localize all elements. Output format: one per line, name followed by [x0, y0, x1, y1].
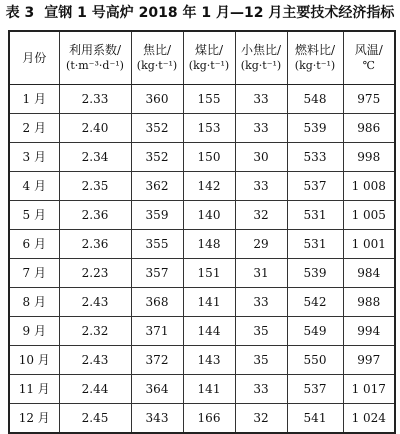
table-row	[9, 230, 395, 259]
blast-temp-cell: 1 024	[343, 404, 395, 434]
coke-ratio-cell: 362	[131, 172, 183, 201]
header-unit: (kg·t⁻¹)	[294, 59, 336, 72]
nut-coke-cell: 33	[235, 172, 287, 201]
fuel-ratio-cell: 550	[287, 346, 343, 375]
month-cell: 10 月	[9, 346, 59, 375]
header-label: 焦比/	[142, 43, 172, 57]
nut-coke-cell: 30	[235, 143, 287, 172]
header-label: 风温/	[354, 43, 383, 57]
nut-coke-cell: 33	[235, 288, 287, 317]
fuel-ratio-cell: 541	[287, 404, 343, 434]
coke-ratio-cell: 371	[131, 317, 183, 346]
coal-ratio-cell: 148	[183, 230, 235, 259]
utilization-cell: 2.35	[59, 172, 131, 201]
blast-temp-cell: 986	[343, 114, 395, 143]
month-cell: 4 月	[9, 172, 59, 201]
header-nut-coke-ratio	[235, 31, 287, 85]
month-cell: 2 月	[9, 114, 59, 143]
table-body	[9, 85, 395, 434]
header-unit: (kg·t⁻¹)	[240, 59, 282, 72]
nut-coke-cell: 31	[235, 259, 287, 288]
nut-coke-cell: 33	[235, 85, 287, 114]
header-label: 利用系数/	[68, 43, 122, 57]
fuel-ratio-cell: 537	[287, 375, 343, 404]
utilization-cell: 2.43	[59, 288, 131, 317]
nut-coke-cell: 33	[235, 114, 287, 143]
blast-temp-cell: 988	[343, 288, 395, 317]
coal-ratio-cell: 141	[183, 288, 235, 317]
header-row	[9, 31, 395, 85]
coke-ratio-cell: 343	[131, 404, 183, 434]
nut-coke-cell: 29	[235, 230, 287, 259]
table-caption	[0, 2, 400, 24]
table-row	[9, 114, 395, 143]
blast-temp-cell: 997	[343, 346, 395, 375]
table-row	[9, 375, 395, 404]
blast-temp-cell: 1 008	[343, 172, 395, 201]
coal-ratio-cell: 141	[183, 375, 235, 404]
blast-temp-cell: 1 005	[343, 201, 395, 230]
fuel-ratio-cell: 537	[287, 172, 343, 201]
nut-coke-cell: 32	[235, 201, 287, 230]
coal-ratio-cell: 151	[183, 259, 235, 288]
header-unit: ℃	[362, 59, 375, 72]
fuel-ratio-cell: 533	[287, 143, 343, 172]
header-fuel-ratio	[287, 31, 343, 85]
nut-coke-cell: 32	[235, 404, 287, 434]
fuel-ratio-cell: 548	[287, 85, 343, 114]
utilization-cell: 2.36	[59, 230, 131, 259]
utilization-cell: 2.43	[59, 346, 131, 375]
coke-ratio-cell: 352	[131, 143, 183, 172]
table-number: 表 3	[5, 5, 35, 21]
fuel-ratio-cell: 531	[287, 201, 343, 230]
table-row	[9, 259, 395, 288]
coal-ratio-cell: 155	[183, 85, 235, 114]
header-unit: (kg·t⁻¹)	[188, 59, 230, 72]
utilization-cell: 2.33	[59, 85, 131, 114]
header-unit: (t·m⁻³·d⁻¹)	[66, 59, 124, 72]
coal-ratio-cell: 166	[183, 404, 235, 434]
coal-ratio-cell: 150	[183, 143, 235, 172]
header-month	[9, 31, 59, 85]
coal-ratio-cell: 142	[183, 172, 235, 201]
coal-ratio-cell: 143	[183, 346, 235, 375]
header-utilization-coefficient	[59, 31, 131, 85]
fuel-ratio-cell: 539	[287, 259, 343, 288]
blast-temp-cell: 998	[343, 143, 395, 172]
utilization-cell: 2.44	[59, 375, 131, 404]
coal-ratio-cell: 144	[183, 317, 235, 346]
utilization-cell: 2.36	[59, 201, 131, 230]
blast-temp-cell: 994	[343, 317, 395, 346]
utilization-cell: 2.32	[59, 317, 131, 346]
nut-coke-cell: 35	[235, 317, 287, 346]
indicator-table	[8, 30, 396, 434]
blast-temp-cell: 984	[343, 259, 395, 288]
table-row	[9, 172, 395, 201]
coke-ratio-cell: 364	[131, 375, 183, 404]
nut-coke-cell: 35	[235, 346, 287, 375]
month-cell: 8 月	[9, 288, 59, 317]
coke-ratio-cell: 372	[131, 346, 183, 375]
fuel-ratio-cell: 549	[287, 317, 343, 346]
coke-ratio-cell: 360	[131, 85, 183, 114]
coke-ratio-cell: 352	[131, 114, 183, 143]
month-cell: 6 月	[9, 230, 59, 259]
month-cell: 3 月	[9, 143, 59, 172]
coke-ratio-cell: 357	[131, 259, 183, 288]
header-label: 燃料比/	[294, 43, 336, 57]
blast-temp-cell: 975	[343, 85, 395, 114]
month-cell: 7 月	[9, 259, 59, 288]
table-row	[9, 346, 395, 375]
header-month-label: 月份	[22, 50, 47, 65]
table-row	[9, 404, 395, 434]
month-cell: 5 月	[9, 201, 59, 230]
table-row	[9, 317, 395, 346]
table-row	[9, 85, 395, 114]
header-coal-ratio	[183, 31, 235, 85]
utilization-cell: 2.23	[59, 259, 131, 288]
month-cell: 11 月	[9, 375, 59, 404]
header-blast-temperature	[343, 31, 395, 85]
nut-coke-cell: 33	[235, 375, 287, 404]
blast-temp-cell: 1 001	[343, 230, 395, 259]
month-cell: 12 月	[9, 404, 59, 434]
coke-ratio-cell: 368	[131, 288, 183, 317]
table-title: 宣钢 1 号高炉 2018 年 1 月—12 月主要技术经济指标	[44, 5, 395, 21]
utilization-cell: 2.34	[59, 143, 131, 172]
coke-ratio-cell: 359	[131, 201, 183, 230]
coal-ratio-cell: 140	[183, 201, 235, 230]
fuel-ratio-cell: 539	[287, 114, 343, 143]
month-cell: 1 月	[9, 85, 59, 114]
fuel-ratio-cell: 542	[287, 288, 343, 317]
table-row	[9, 143, 395, 172]
utilization-cell: 2.40	[59, 114, 131, 143]
header-unit: (kg·t⁻¹)	[136, 59, 178, 72]
table-row	[9, 288, 395, 317]
header-coke-ratio	[131, 31, 183, 85]
header-label: 煤比/	[194, 43, 224, 57]
fuel-ratio-cell: 531	[287, 230, 343, 259]
coke-ratio-cell: 355	[131, 230, 183, 259]
header-label: 小焦比/	[240, 43, 282, 57]
blast-temp-cell: 1 017	[343, 375, 395, 404]
coal-ratio-cell: 153	[183, 114, 235, 143]
utilization-cell: 2.45	[59, 404, 131, 434]
table-row	[9, 201, 395, 230]
month-cell: 9 月	[9, 317, 59, 346]
